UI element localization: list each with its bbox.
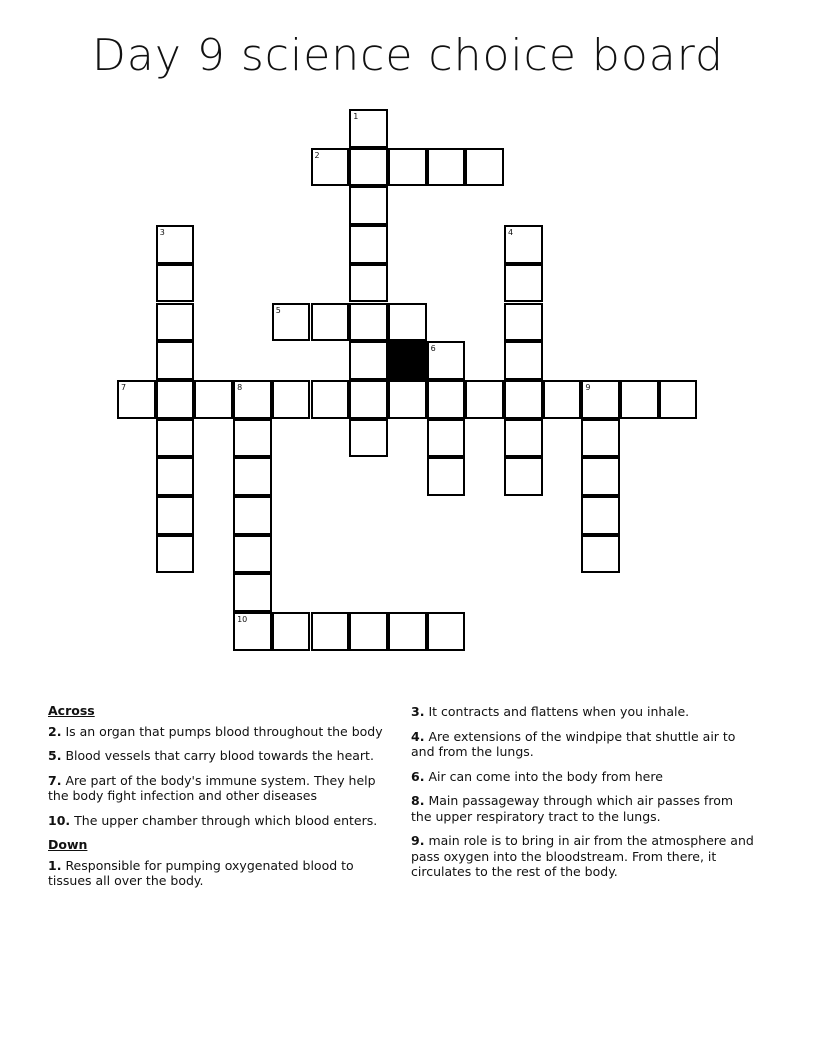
crossword-cell[interactable] <box>272 380 311 419</box>
crossword-cell[interactable] <box>388 612 427 651</box>
crossword-cell[interactable] <box>311 380 350 419</box>
crossword-cell[interactable] <box>581 496 620 535</box>
crossword-cell[interactable] <box>427 380 466 419</box>
crossword-cell[interactable] <box>427 148 466 187</box>
clue-down-9: 9. main role is to bring in air from the atmosphere and pass oxygen into the bloodstream. From there, it circulates to the rest of the body. <box>411 833 754 879</box>
crossword-cell[interactable] <box>233 380 272 419</box>
crossword-cell[interactable] <box>233 457 272 496</box>
clue-across-5: 5. Blood vessels that carry blood towards the heart. <box>48 748 374 763</box>
cell-number: 10 <box>237 615 248 625</box>
crossword-cell[interactable] <box>581 419 620 458</box>
clue-down-6: 6. Air can come into the body from here <box>411 768 663 784</box>
crossword-cell[interactable] <box>349 109 388 148</box>
crossword-cell[interactable] <box>233 573 272 612</box>
page-title: Day 9 science choice board <box>92 30 724 81</box>
clue-across-10: 10. The upper chamber through which blood enters. <box>48 812 378 828</box>
crossword-cell[interactable] <box>620 380 659 419</box>
crossword-cell[interactable] <box>233 496 272 535</box>
crossword-cell[interactable] <box>388 148 427 187</box>
crossword-cell[interactable] <box>156 225 195 264</box>
crossword-cell[interactable] <box>156 341 195 380</box>
cell-number: 3 <box>159 228 165 238</box>
clue-down-4: 4. Are extensions of the windpipe that shuttle air to and from the lungs. <box>411 728 736 759</box>
crossword-cell[interactable] <box>427 419 466 458</box>
cell-number: 9 <box>585 382 591 392</box>
crossword-cell[interactable] <box>349 264 388 303</box>
cell-number: 7 <box>121 382 127 392</box>
clues-column-left <box>48 703 384 898</box>
crossword-cell[interactable] <box>349 186 388 225</box>
crossword-cell[interactable] <box>504 419 543 458</box>
crossword-cell[interactable] <box>272 612 311 651</box>
crossword-cell[interactable] <box>156 457 195 496</box>
crossword-cell[interactable] <box>156 303 195 342</box>
crossword-cell[interactable] <box>388 380 427 419</box>
clues-column-right <box>411 704 756 889</box>
crossword-cell[interactable] <box>349 380 388 419</box>
clue-down-8: 8. Main passageway through which air passes from the upper respiratory tract to the lungs. <box>411 793 734 824</box>
crossword-cell[interactable] <box>117 380 156 419</box>
crossword-cell[interactable] <box>233 535 272 574</box>
cell-number: 2 <box>314 150 320 160</box>
crossword-cell[interactable] <box>427 612 466 651</box>
crossword-cell[interactable] <box>156 264 195 303</box>
cell-number: 8 <box>237 382 243 392</box>
crossword-cell[interactable] <box>156 419 195 458</box>
crossword-cell[interactable] <box>504 380 543 419</box>
crossword-cell[interactable] <box>156 535 195 574</box>
crossword-cell[interactable] <box>581 535 620 574</box>
crossword-cell[interactable] <box>504 264 543 303</box>
across-heading: Across <box>48 703 95 718</box>
cell-number: 1 <box>353 112 359 121</box>
crossword-cell[interactable] <box>349 612 388 651</box>
crossword-cell[interactable] <box>156 380 195 419</box>
crossword-cell[interactable] <box>388 303 427 342</box>
crossword-cell[interactable] <box>504 303 543 342</box>
crossword-cell[interactable] <box>427 457 466 496</box>
cell-number: 5 <box>275 305 281 315</box>
crossword-cell[interactable] <box>233 612 272 651</box>
crossword-black-cell <box>388 341 427 380</box>
crossword-cell[interactable] <box>156 496 195 535</box>
crossword-cell[interactable] <box>349 303 388 342</box>
clue-across-7: 7. Are part of the body's immune system. They help the body fight infection and other diseases <box>48 772 376 803</box>
crossword-cell[interactable] <box>272 303 311 342</box>
crossword-cell[interactable] <box>659 380 698 419</box>
crossword-cell[interactable] <box>504 341 543 380</box>
crossword-cell[interactable] <box>311 303 350 342</box>
crossword-cell[interactable] <box>349 341 388 380</box>
crossword-cell[interactable] <box>581 380 620 419</box>
clue-down-1: 1. Responsible for pumping oxygenated blood to tissues all over the body. <box>48 857 354 888</box>
crossword-cell[interactable] <box>465 148 504 187</box>
cell-number: 6 <box>430 344 436 354</box>
crossword-cell[interactable] <box>349 148 388 187</box>
crossword-cell[interactable] <box>427 341 466 380</box>
clue-down-3: 3. It contracts and flattens when you inhale. <box>411 704 690 719</box>
crossword-cell[interactable] <box>465 380 504 419</box>
crossword-cell[interactable] <box>311 148 350 187</box>
crossword-cell[interactable] <box>504 225 543 264</box>
crossword-cell[interactable] <box>233 419 272 458</box>
down-heading: Down <box>48 837 88 852</box>
crossword-cell[interactable] <box>194 380 233 419</box>
crossword-cell[interactable] <box>311 612 350 651</box>
crossword-cell[interactable] <box>504 457 543 496</box>
crossword-cell[interactable] <box>543 380 582 419</box>
crossword-cell[interactable] <box>349 419 388 458</box>
cell-number: 4 <box>508 228 514 238</box>
crossword-cell[interactable] <box>581 457 620 496</box>
clue-across-2: 2. Is an organ that pumps blood throughout the body <box>48 723 383 739</box>
crossword-cell[interactable] <box>349 225 388 264</box>
